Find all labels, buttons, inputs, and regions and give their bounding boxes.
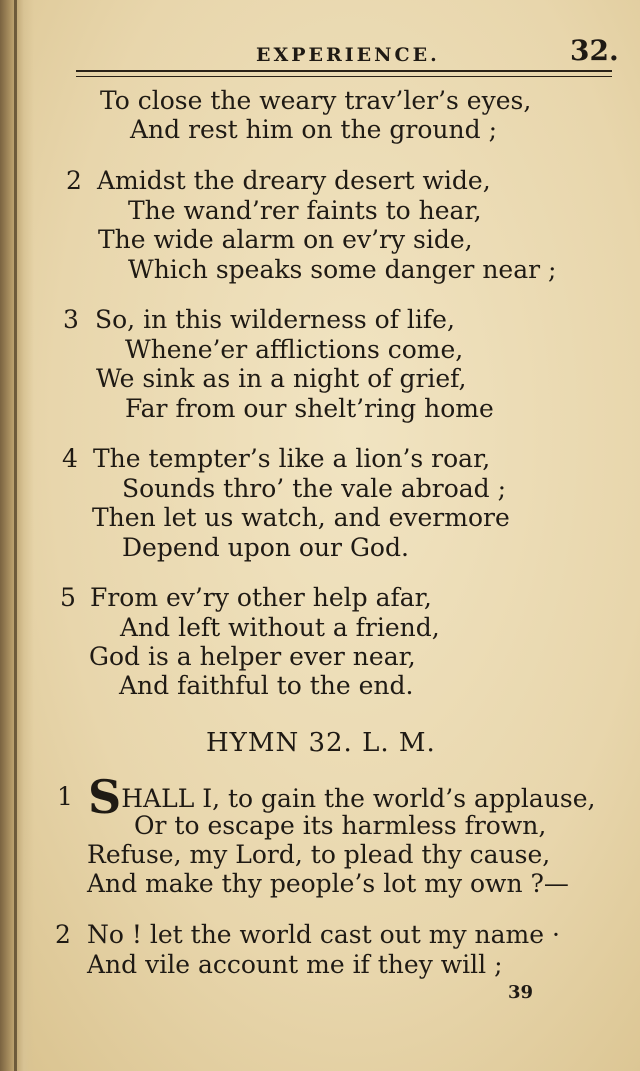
verse-line: And rest him on the ground ; bbox=[130, 115, 497, 144]
first-line-text: HALL I, to gain the world’s applause, bbox=[121, 784, 596, 813]
running-header-title: EXPERIENCE. bbox=[256, 44, 440, 66]
verse-line: Then let us watch, and evermore bbox=[92, 503, 510, 532]
verse-line: We sink as in a night of grief, bbox=[96, 364, 467, 393]
verse-line: Sounds thro’ the vale abroad ; bbox=[122, 474, 507, 503]
stanza-number: 1 bbox=[57, 782, 73, 811]
verse-line: God is a helper ever near, bbox=[89, 642, 416, 671]
verse-line: Depend upon our God. bbox=[122, 533, 409, 562]
verse-line: From ev’ry other help afar, bbox=[90, 583, 432, 612]
verse-line: Far from our shelt’ring home bbox=[125, 394, 494, 423]
verse-line: So, in this wilderness of life, bbox=[95, 305, 455, 334]
verse-line-first bbox=[88, 770, 596, 824]
stanza-number: 4 bbox=[62, 444, 78, 473]
printer-signature-mark: 39 bbox=[508, 982, 534, 1003]
verse-line: To close the weary trav’ler’s eyes, bbox=[100, 86, 532, 115]
page-number: 32. bbox=[570, 34, 619, 67]
verse-line: No ! let the world cast out my name · bbox=[87, 920, 560, 949]
binding-edge-line bbox=[14, 0, 17, 1071]
stanza-number: 2 bbox=[55, 920, 71, 949]
verse-line: Amidst the dreary desert wide, bbox=[97, 166, 491, 195]
header-rule-thick bbox=[76, 70, 612, 72]
verse-line: The wand’rer faints to hear, bbox=[128, 196, 482, 225]
header-rule-thin bbox=[76, 76, 612, 77]
verse-line: Or to escape its harmless frown, bbox=[134, 811, 547, 840]
stanza-number: 2 bbox=[66, 166, 82, 195]
verse-line: The tempter’s like a lion’s roar, bbox=[93, 444, 491, 473]
verse-line: And make thy people’s lot my own ?— bbox=[87, 869, 569, 898]
drop-cap: S bbox=[88, 770, 122, 824]
stanza-number: 5 bbox=[60, 583, 76, 612]
verse-line: And vile account me if they will ; bbox=[87, 950, 503, 979]
verse-line: Whene’er afflictions come, bbox=[125, 335, 464, 364]
verse-line: Refuse, my Lord, to plead thy cause, bbox=[87, 840, 551, 869]
stanza-number: 3 bbox=[63, 305, 79, 334]
verse-line: The wide alarm on ev’ry side, bbox=[98, 225, 473, 254]
hymn-title: HYMN 32. L. M. bbox=[206, 728, 436, 758]
verse-line: And left without a friend, bbox=[120, 613, 440, 642]
verse-line: And faithful to the end. bbox=[119, 671, 414, 700]
verse-line: Which speaks some danger near ; bbox=[128, 255, 557, 284]
page-binding-shadow bbox=[0, 0, 34, 1071]
